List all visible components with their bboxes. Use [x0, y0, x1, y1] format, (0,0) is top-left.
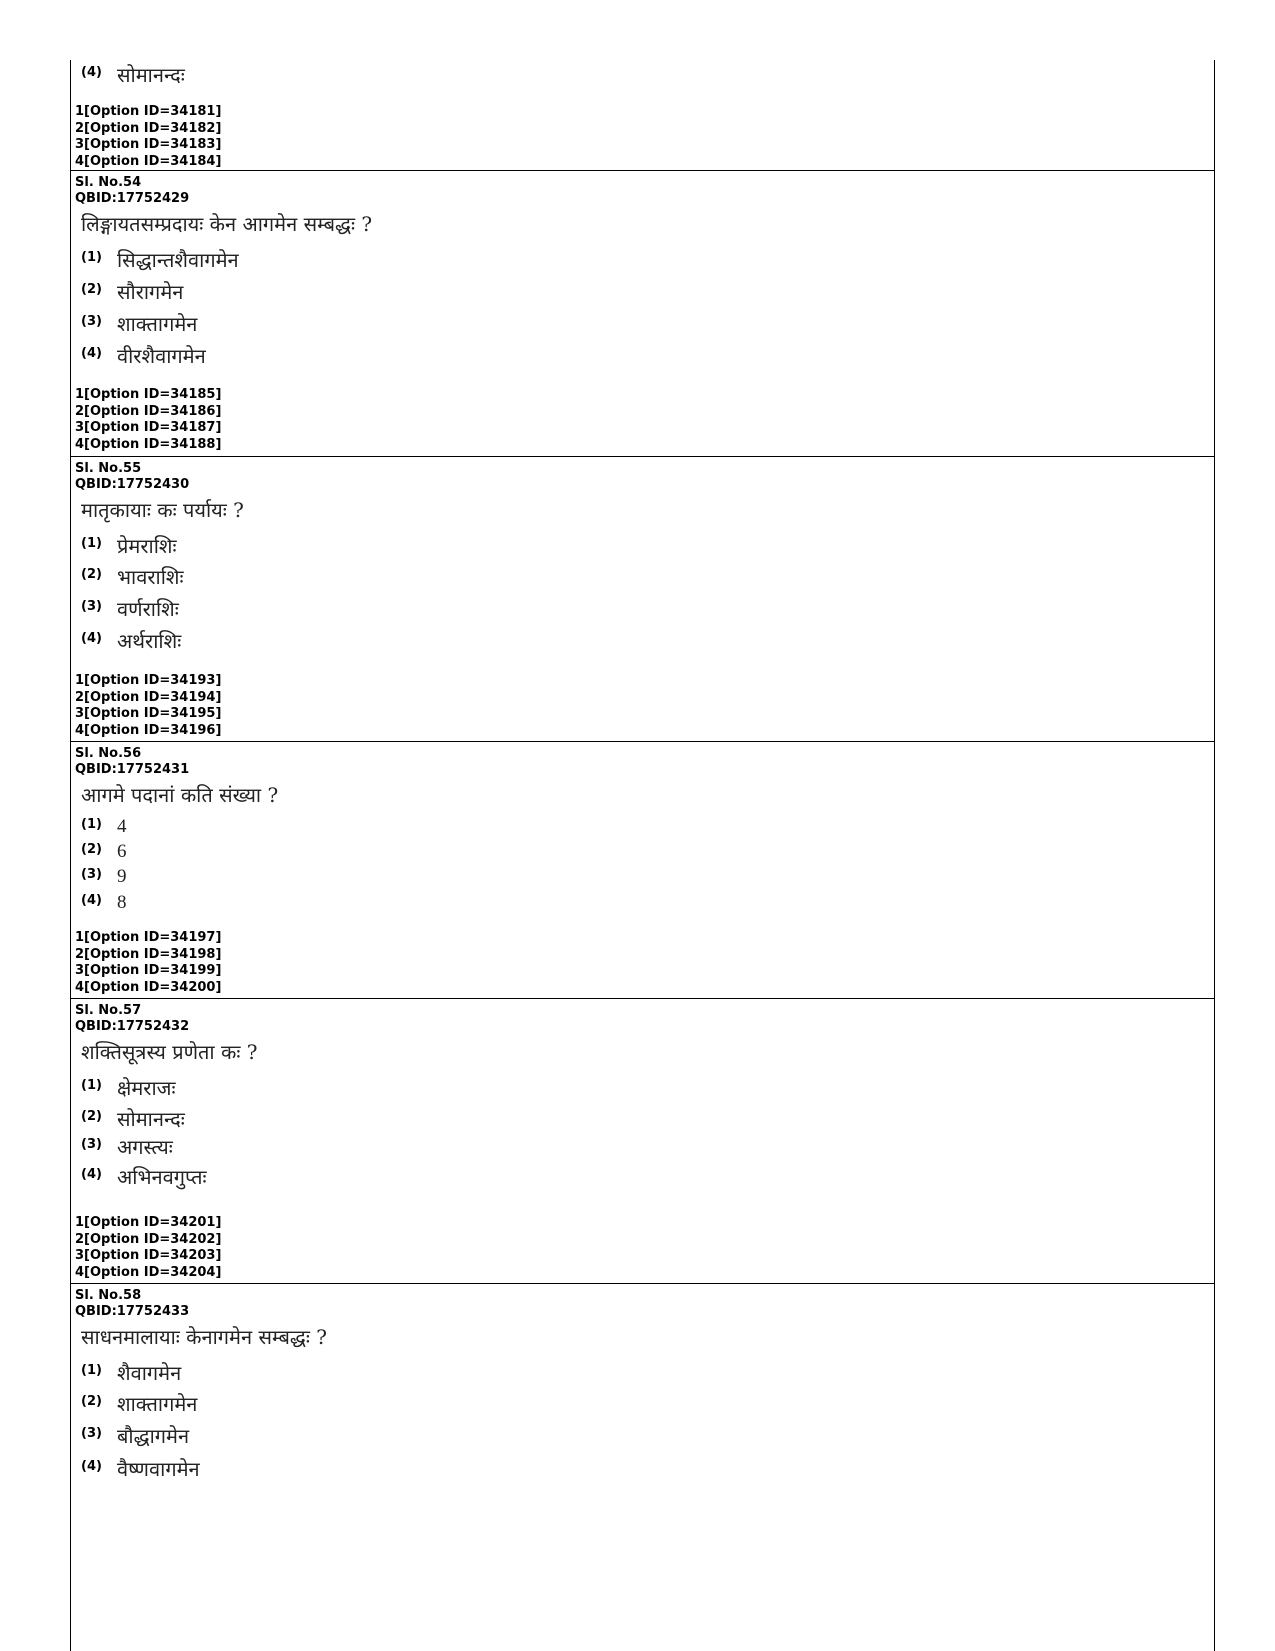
option-ids — [75, 387, 221, 453]
option-id: 4[Option ID=34184] — [75, 153, 222, 169]
option-text: वैष्णवागमेन — [117, 1457, 200, 1481]
option-id: 2[Option ID=34194] — [75, 689, 222, 705]
question-divider — [71, 741, 1214, 742]
option-text: वीरशैवागमेन — [117, 344, 206, 368]
question-bank-id: QBID:17752432 — [75, 1019, 190, 1034]
option-id: 4[Option ID=34204] — [75, 1264, 222, 1280]
option-id: 2[Option ID=34198] — [75, 946, 222, 962]
question-divider — [71, 456, 1214, 457]
option-number: (2) — [81, 282, 102, 297]
option-text: शाक्तागमेन — [117, 1392, 198, 1416]
option-number: (4) — [81, 1459, 102, 1474]
question-bank-id: QBID:17752429 — [75, 191, 190, 206]
option-id: 3[Option ID=34187] — [75, 420, 222, 435]
question-text: मातृकायाः कः पर्यायः ? — [81, 498, 244, 522]
option-text: प्रेमराशिः — [117, 534, 177, 558]
option-number: (4) — [81, 1167, 102, 1182]
option-text: सोमानन्दः — [117, 63, 185, 87]
option-number: (3) — [81, 599, 102, 614]
option-text: क्षेमराजः — [117, 1076, 176, 1100]
question-text: आगमे पदानां कति संख्या ? — [81, 783, 279, 807]
option-text: सोमानन्दः — [117, 1107, 185, 1131]
question-paper-frame — [70, 60, 1215, 1651]
option-text: अर्थराशिः — [117, 629, 182, 653]
option-id: 3[Option ID=34183] — [75, 137, 222, 152]
option-number: (3) — [81, 1137, 102, 1152]
question-text: साधनमालायाः केनागमेन सम्बद्धः ? — [81, 1325, 328, 1349]
option-id: 4[Option ID=34188] — [75, 436, 222, 452]
option-number: (2) — [81, 842, 102, 857]
option-id: 2[Option ID=34202] — [75, 1231, 222, 1247]
option-ids — [75, 1215, 221, 1281]
option-ids — [75, 673, 221, 739]
option-number: (1) — [81, 536, 102, 551]
option-number: (4) — [81, 65, 102, 80]
question-bank-id: QBID:17752431 — [75, 762, 190, 777]
question-text: शक्तिसूत्रस्य प्रणेता कः ? — [81, 1040, 258, 1064]
option-text: अभिनवगुप्तः — [117, 1165, 207, 1189]
option-ids — [75, 930, 221, 996]
option-id: 1[Option ID=34197] — [75, 930, 222, 945]
option-text: सौरागमेन — [117, 280, 184, 304]
serial-number: Sl. No.58 — [75, 1288, 142, 1303]
option-number: (2) — [81, 1394, 102, 1409]
option-number: (2) — [81, 567, 102, 582]
option-id: 1[Option ID=34185] — [75, 387, 222, 402]
option-id: 2[Option ID=34186] — [75, 403, 222, 419]
question-divider — [71, 1283, 1214, 1284]
option-number: (3) — [81, 867, 102, 882]
question-text: लिङ्गायतसम्प्रदायः केन आगमेन सम्बद्धः ? — [81, 212, 373, 236]
option-text: 4 — [117, 816, 127, 837]
option-number: (4) — [81, 346, 102, 361]
option-text: अगस्त्यः — [117, 1135, 173, 1159]
option-id: 1[Option ID=34181] — [75, 104, 222, 119]
option-text: 9 — [117, 866, 127, 887]
option-text: भावराशिः — [117, 565, 184, 589]
question-divider — [71, 170, 1214, 171]
option-text: शाक्तागमेन — [117, 312, 198, 336]
option-text: वर्णराशिः — [117, 597, 179, 621]
serial-number: Sl. No.54 — [75, 175, 142, 190]
option-id: 1[Option ID=34193] — [75, 673, 222, 688]
option-id: 4[Option ID=34200] — [75, 979, 222, 995]
option-number: (1) — [81, 250, 102, 265]
option-number: (2) — [81, 1109, 102, 1124]
option-text: बौद्धागमेन — [117, 1424, 190, 1448]
option-number: (4) — [81, 631, 102, 646]
prev-option-ids — [75, 104, 221, 170]
question-bank-id: QBID:17752433 — [75, 1304, 190, 1319]
question-bank-id: QBID:17752430 — [75, 477, 190, 492]
option-id: 4[Option ID=34196] — [75, 722, 222, 738]
serial-number: Sl. No.56 — [75, 746, 142, 761]
serial-number: Sl. No.55 — [75, 461, 142, 476]
option-id: 3[Option ID=34203] — [75, 1248, 222, 1263]
option-number: (1) — [81, 1078, 102, 1093]
option-text: 6 — [117, 841, 127, 862]
option-number: (3) — [81, 314, 102, 329]
question-divider — [71, 998, 1214, 999]
option-id: 1[Option ID=34201] — [75, 1215, 222, 1230]
option-number: (3) — [81, 1426, 102, 1441]
option-text: 8 — [117, 892, 127, 913]
option-id: 3[Option ID=34195] — [75, 706, 222, 721]
option-id: 3[Option ID=34199] — [75, 963, 222, 978]
option-number: (1) — [81, 817, 102, 832]
option-number: (1) — [81, 1363, 102, 1378]
serial-number: Sl. No.57 — [75, 1003, 142, 1018]
option-id: 2[Option ID=34182] — [75, 120, 222, 136]
option-text: सिद्धान्तशैवागमेन — [117, 248, 239, 272]
option-number: (4) — [81, 893, 102, 908]
option-text: शैवागमेन — [117, 1361, 182, 1385]
